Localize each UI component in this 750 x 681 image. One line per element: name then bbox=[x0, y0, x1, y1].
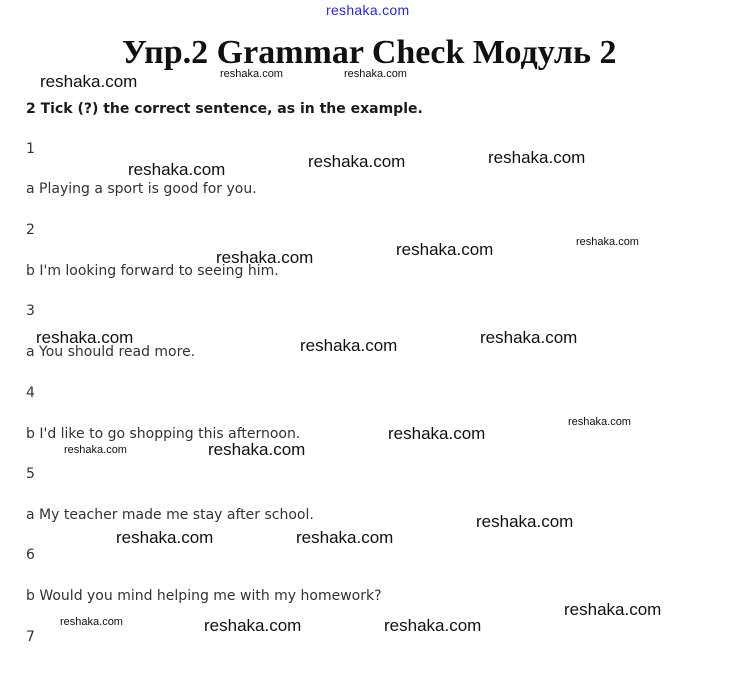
watermark: reshaka.com bbox=[344, 68, 407, 80]
item-number: 2 bbox=[26, 222, 35, 238]
watermark: reshaka.com bbox=[480, 328, 578, 347]
watermark: reshaka.com bbox=[128, 160, 226, 179]
watermark: reshaka.com bbox=[384, 616, 482, 635]
watermark: reshaka.com bbox=[204, 616, 302, 635]
watermark: reshaka.com bbox=[216, 248, 314, 267]
item-answer: a Playing a sport is good for you. bbox=[26, 181, 257, 197]
watermark: reshaka.com bbox=[568, 416, 631, 428]
exercise-instruction: 2 Tick (?) the correct sentence, as in the example. bbox=[26, 101, 423, 117]
watermark: reshaka.com bbox=[488, 148, 586, 167]
item-number: 4 bbox=[26, 385, 35, 401]
watermark: reshaka.com bbox=[388, 424, 486, 443]
item-answer: a You should read more. bbox=[26, 344, 196, 360]
item-answer: b I'm looking forward to seeing him. bbox=[26, 263, 279, 279]
item-answer: a My teacher made me stay after school. bbox=[26, 507, 314, 523]
watermark: reshaka.com bbox=[40, 72, 138, 91]
watermark: reshaka.com bbox=[476, 512, 574, 531]
watermark: reshaka.com bbox=[36, 328, 134, 347]
item-number: 6 bbox=[26, 547, 35, 563]
site-link[interactable]: reshaka.com bbox=[326, 2, 410, 18]
watermark: reshaka.com bbox=[220, 68, 283, 80]
watermark: reshaka.com bbox=[208, 440, 306, 459]
item-number: 5 bbox=[26, 466, 35, 482]
watermark: reshaka.com bbox=[308, 152, 406, 171]
watermark: reshaka.com bbox=[60, 616, 123, 628]
watermark: reshaka.com bbox=[296, 528, 394, 547]
item-number: 7 bbox=[26, 629, 35, 645]
watermark: reshaka.com bbox=[116, 528, 214, 547]
page-title: Упр.2 Grammar Check Модуль 2 bbox=[122, 34, 617, 71]
watermark: reshaka.com bbox=[564, 600, 662, 619]
watermark: reshaka.com bbox=[300, 336, 398, 355]
item-number: 1 bbox=[26, 141, 35, 157]
item-answer: b I'd like to go shopping this afternoon. bbox=[26, 426, 301, 442]
item-number: 3 bbox=[26, 303, 35, 319]
item-answer: b Would you mind helping me with my homework? bbox=[26, 588, 382, 604]
watermark: reshaka.com bbox=[576, 236, 639, 248]
watermark: reshaka.com bbox=[396, 240, 494, 259]
watermark: reshaka.com bbox=[64, 444, 127, 456]
